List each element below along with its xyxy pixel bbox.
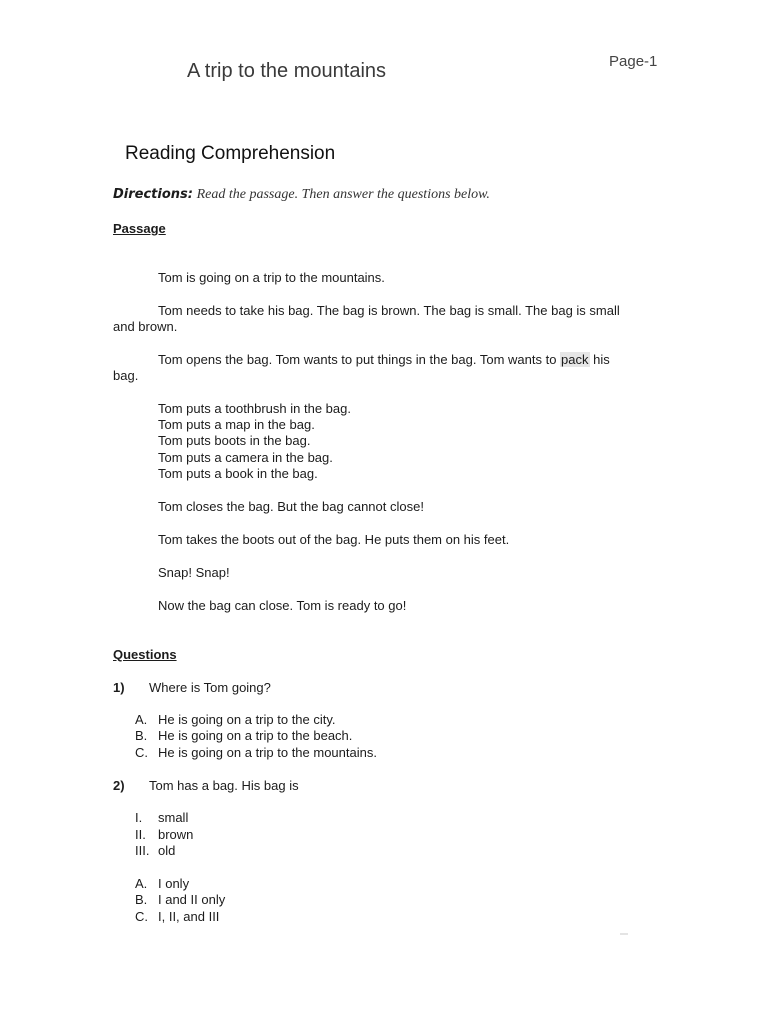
option-letter: A. <box>135 876 148 891</box>
question-number: 1) <box>113 680 125 695</box>
passage-paragraph-3-line-1 <box>158 352 610 368</box>
option-letter: C. <box>135 909 148 924</box>
passage-text: Tom opens the bag. Tom wants to put things in the bag. Tom wants to <box>158 352 561 367</box>
passage-list-item: Tom puts a camera in the bag. <box>158 450 333 465</box>
document-title: A trip to the mountains <box>187 60 387 82</box>
question-2 <box>113 778 299 794</box>
answer-option <box>135 728 352 744</box>
passage-paragraph-5: Tom closes the bag. But the bag cannot close! <box>158 499 424 514</box>
passage-paragraph-7: Snap! Snap! <box>158 565 230 580</box>
directions-text: Read the passage. Then answer the questions below. <box>196 187 490 202</box>
passage-paragraph-2-line-1: Tom needs to take his bag. The bag is brown. The bag is small. The bag is small <box>158 303 620 318</box>
option-letter: C. <box>135 745 148 760</box>
roman-item-text: old <box>158 843 176 858</box>
passage-paragraph-8: Now the bag can close. Tom is ready to go! <box>158 598 407 613</box>
question-text: Tom has a bag. His bag is <box>149 778 299 793</box>
passage-heading: Passage <box>113 221 166 236</box>
question-text: Where is Tom going? <box>149 680 271 695</box>
question-number: 2) <box>113 778 125 793</box>
highlighted-word: pack <box>561 352 589 367</box>
option-letter: B. <box>135 728 148 743</box>
passage-paragraph-1: Tom is going on a trip to the mountains. <box>158 270 385 285</box>
answer-option <box>135 745 377 761</box>
passage-text: his <box>589 352 610 367</box>
passage-list-item: Tom puts a book in the bag. <box>158 466 318 481</box>
roman-numeral: II. <box>135 827 146 842</box>
roman-numeral: III. <box>135 843 150 858</box>
directions <box>113 186 490 203</box>
answer-option <box>135 909 219 925</box>
option-text: He is going on a trip to the beach. <box>158 728 353 743</box>
option-letter: A. <box>135 712 148 727</box>
option-letter: B. <box>135 892 148 907</box>
roman-numeral: I. <box>135 810 143 825</box>
answer-option <box>135 892 225 908</box>
roman-item <box>135 843 175 859</box>
roman-item-text: small <box>158 810 189 825</box>
passage-paragraph-3-line-2: bag. <box>113 368 139 383</box>
section-heading: Reading Comprehension <box>125 143 336 164</box>
roman-item <box>135 810 188 826</box>
passage-list-item: Tom puts a toothbrush in the bag. <box>158 401 351 416</box>
scan-artifact <box>620 933 628 935</box>
roman-item-text: brown <box>158 827 194 842</box>
option-text: I and II only <box>158 892 226 907</box>
answer-option <box>135 876 189 892</box>
passage-paragraph-2-line-2: and brown. <box>113 319 178 334</box>
roman-item <box>135 827 193 843</box>
option-text: I, II, and III <box>158 909 220 924</box>
answer-option <box>135 712 336 728</box>
directions-label: Directions: <box>113 187 193 202</box>
option-text: I only <box>158 876 190 891</box>
passage-list-item: Tom puts boots in the bag. <box>158 433 311 448</box>
questions-heading: Questions <box>113 647 177 662</box>
option-text: He is going on a trip to the city. <box>158 712 336 727</box>
passage-list-item: Tom puts a map in the bag. <box>158 417 315 432</box>
option-text: He is going on a trip to the mountains. <box>158 745 377 760</box>
passage-paragraph-6: Tom takes the boots out of the bag. He puts them on his feet. <box>158 532 510 547</box>
question-1 <box>113 680 271 696</box>
page-number: Page-1 <box>609 53 658 70</box>
